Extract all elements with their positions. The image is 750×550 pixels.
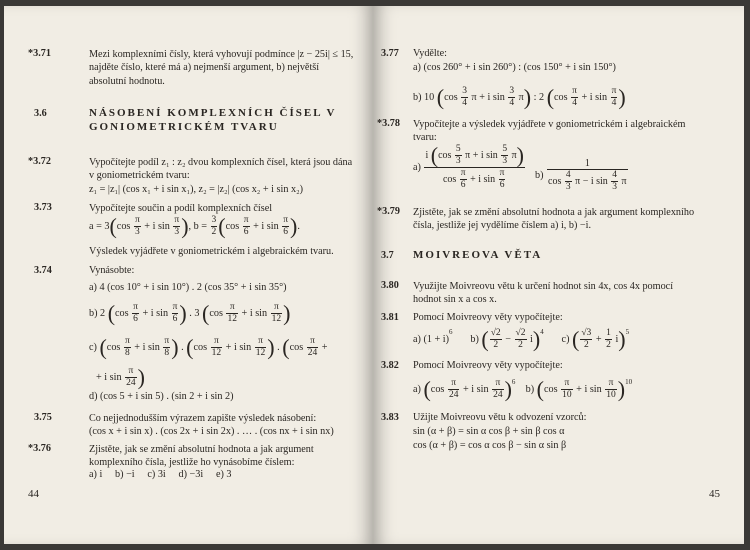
exercise-text: Využijte Moivreovu větu k určení hodnot sin 4x, cos 4x pomocí hodnot sin x a cos x. bbox=[413, 281, 674, 306]
exercise-number: 3.77 bbox=[381, 48, 399, 59]
formula-row: a) (cos $\frac{\pi}{24}$ + i sin $\frac{\pi}{24}$ )$^6$ b) (cos $\frac{\pi}{10}$ + i sin $\frac{\pi}{10}$ )$^{10}$ bbox=[413, 376, 633, 402]
exercise-number: *3.72 bbox=[28, 156, 51, 167]
exercise-text: Výsledek vyjádřete v goniometrickém i algebraickém tvaru. bbox=[89, 246, 334, 257]
formula: sin (α + β) = sin α cos β + sin β cos α bbox=[413, 426, 565, 437]
exercise-text: Mezi komplexními čísly, která vyhovují podmínce |z − 25i| ≤ 15, najděte číslo, které má a) nejmenší argument, b) největší absolutní hodnotu. bbox=[89, 49, 354, 87]
exercise-number: 3.82 bbox=[381, 360, 399, 371]
section-number: 3.7 bbox=[381, 250, 394, 261]
exercise-text: Vypočítejte podíl z₁ : z₂ dvou komplexních čísel, která jsou dána v goniometrickém tvaru: bbox=[89, 157, 353, 182]
formula-lhs: , b = bbox=[188, 220, 210, 232]
page-number: 44 bbox=[28, 488, 39, 500]
section-title: MOIVREOVA VĚTA bbox=[413, 249, 543, 261]
exercise-text: Pomocí Moivreovy věty vypočítejte: bbox=[413, 360, 563, 371]
exercise-number: 3.80 bbox=[381, 280, 399, 291]
left-page bbox=[4, 6, 373, 544]
section-number: 3.6 bbox=[34, 108, 47, 119]
section-title: NÁSOBENÍ KOMPLEXNÍCH ČÍSEL V GONIOMETRICKÉM TVARU bbox=[89, 107, 337, 133]
formula: cos (α + β) = cos α cos β − sin α sin β bbox=[413, 440, 567, 451]
exercise-text: Pomocí Moivreovy věty vypočítejte: bbox=[413, 312, 563, 323]
exercise-text: Vypočítejte a výsledek vyjádřete v goniometrickém i algebraickém tvaru: bbox=[413, 119, 686, 144]
formula-c-cont: + i sin $\frac{\pi}{24}$ ) bbox=[96, 364, 145, 390]
exercise-text: Co nejjednodušším výrazem zapište výsledek násobení: bbox=[89, 413, 317, 424]
page-number: 45 bbox=[709, 488, 720, 500]
formula-a: a) (cos 260° + i sin 260°) : (cos 150° + i sin 150°) bbox=[413, 62, 616, 73]
formula: z₁ = |z₁| (cos x₁ + i sin x₁), z₂ = |z₂| (cos x₂ + i sin x₂) bbox=[89, 184, 304, 195]
answer-options: a) i b) −i c) 3i d) −3i e) 3 bbox=[89, 469, 232, 480]
exercise-text: Zjistěte, jak se změní absolutní hodnota a jak argument komplexního čísla, jestliže jej vydělíme číslem a) i, b) −i. bbox=[413, 207, 695, 232]
formula-d: d) (cos 5 + i sin 5) . (sin 2 + i sin 2) bbox=[89, 391, 234, 402]
formula-a: a) i (cos $\frac{5}{3}$ π + i sin $\frac{5}{3}$ π) cos $\frac{\pi}{6}$ + i sin $\frac{\pi}{6}$ bbox=[413, 142, 524, 190]
exercise-number: 3.73 bbox=[34, 202, 52, 213]
right-page bbox=[373, 6, 744, 544]
formula-a-b: a = 3(cos $\frac{\pi}{3}$ + i sin $\frac{\pi}{3}$ ), b = $\frac{3}{2}$ (cos $\frac{\pi}{6}$ + i sin $\frac{\pi}{6}$ ). bbox=[89, 213, 300, 239]
exercise-number: *3.79 bbox=[377, 206, 400, 217]
formula: (cos x + i sin x) . (cos 2x + i sin 2x) . … . (cos nx + i sin nx) bbox=[89, 426, 334, 437]
exercise-text: Vypočítejte součin a podíl komplexních čísel bbox=[89, 203, 273, 214]
formula-b: b) 2 (cos $\frac{\pi}{6}$ + i sin $\frac{\pi}{6}$ ) . 3 (cos $\frac{\pi}{12}$ + i sin $\frac{\pi}{12}$ ) bbox=[89, 300, 291, 326]
formula-c: c) (cos $\frac{\pi}{8}$ + i sin $\frac{\pi}{8}$ ) . (cos $\frac{\pi}{12}$ + i sin $\frac{\pi}{12}$ ) . (cos $\frac{\pi}{24}$ + bbox=[89, 334, 328, 360]
formula-row: a) $(1 + i)^6$ b) ( $\frac{√2}{2}$ − $\frac{√2}{2}$ i)$^4$ c) ( $\frac{√3}{2}$ + $\frac{1}{2}$ i)$^5$ bbox=[413, 326, 630, 352]
formula-b: b) 1 cos $\frac{4}{3}$ π − i sin $\frac{4}{3}$ π bbox=[535, 158, 627, 192]
exercise-text: Zjistěte, jak se změní absolutní hodnota a jak argument komplexního čísla, jestliže ho vynásobíme číslem: bbox=[89, 444, 314, 469]
exercise-number: 3.81 bbox=[381, 312, 399, 323]
formula-lhs: a = 3 bbox=[89, 220, 110, 232]
exercise-number: 3.75 bbox=[34, 412, 52, 423]
exercise-number: *3.71 bbox=[28, 48, 51, 59]
exercise-number: 3.74 bbox=[34, 265, 52, 276]
exercise-number: *3.78 bbox=[377, 118, 400, 129]
exercise-text: Vynásobte: bbox=[89, 265, 135, 276]
exercise-number: 3.83 bbox=[381, 412, 399, 423]
formula-a: a) 4 (cos 10° + i sin 10°) . 2 (cos 35° + i sin 35°) bbox=[89, 282, 287, 293]
formula-b: b) 10 (cos $\frac{3}{4}$ π + i sin $\frac{3}{4}$ π) : 2 (cos $\frac{\pi}{4}$ + i sin $\frac{\pi}{4}$ ) bbox=[413, 84, 626, 110]
exercise-number: *3.76 bbox=[28, 443, 51, 454]
exercise-text: Vydělte: bbox=[413, 48, 447, 59]
exercise-text: Užijte Moivreovu větu k odvození vzorců: bbox=[413, 412, 587, 423]
